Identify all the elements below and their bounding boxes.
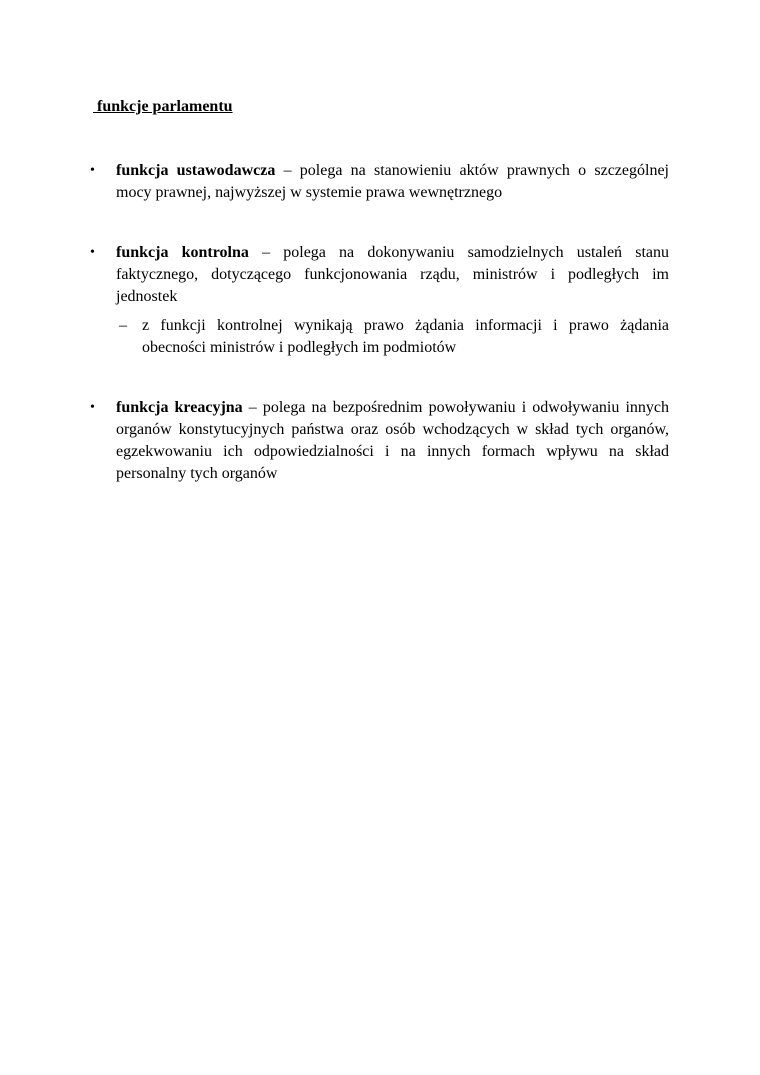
bullet-item-kreacyjna [89,397,669,485]
bullet-marker: • [90,163,95,178]
document-heading-text: funkcje parlamentu [93,98,233,115]
bullet-rest-text: – polega na stanowieniu aktów prawnych o szczególnej mocy prawnej, najwyższej w systemie prawa wewnętrznego [116,162,669,201]
document-content [0,0,760,485]
bullet-rest-text: – polega na bezpośrednim powoływaniu i odwoływaniu innych organów konstytucyjnych państwa oraz osób wchodzących w skład tych organów, egzekwowaniu ich odpowiedzialności i na innych formach wpływu na skład personalny tych organów [116,399,669,482]
bullet-rest-text: – polega na dokonywaniu samodzielnych ustaleń stanu faktycznego, dotyczącego funkcjonowania rządu, ministrów i podległych im jednostek [116,244,669,305]
sub-bullet-text: z funkcji kontrolnej wynikają prawo żądania informacji i prawo żądania obecności ministrów i podległych im podmiotów [142,317,669,356]
dash-marker: – [119,317,127,334]
bullet-item-kontrolna [89,242,669,359]
bullet-list [89,160,669,485]
bullet-item-ustawodawcza [89,160,669,204]
bullet-lead-text: funkcja ustawodawcza [116,162,276,179]
bullet-body [116,397,669,485]
bullet-text [116,397,669,485]
bullet-lead-text: funkcja kreacyjna [116,399,243,416]
bullet-marker: • [90,245,95,260]
bullet-text [116,242,669,308]
bullet-body [116,242,669,359]
sub-bullet-body [142,315,669,359]
bullet-marker: • [90,400,95,415]
bullet-text [116,160,669,204]
sub-bullet-item [116,315,669,359]
bullet-body [116,160,669,204]
document-heading [93,96,669,118]
bullet-lead-text: funkcja kontrolna [116,244,249,261]
